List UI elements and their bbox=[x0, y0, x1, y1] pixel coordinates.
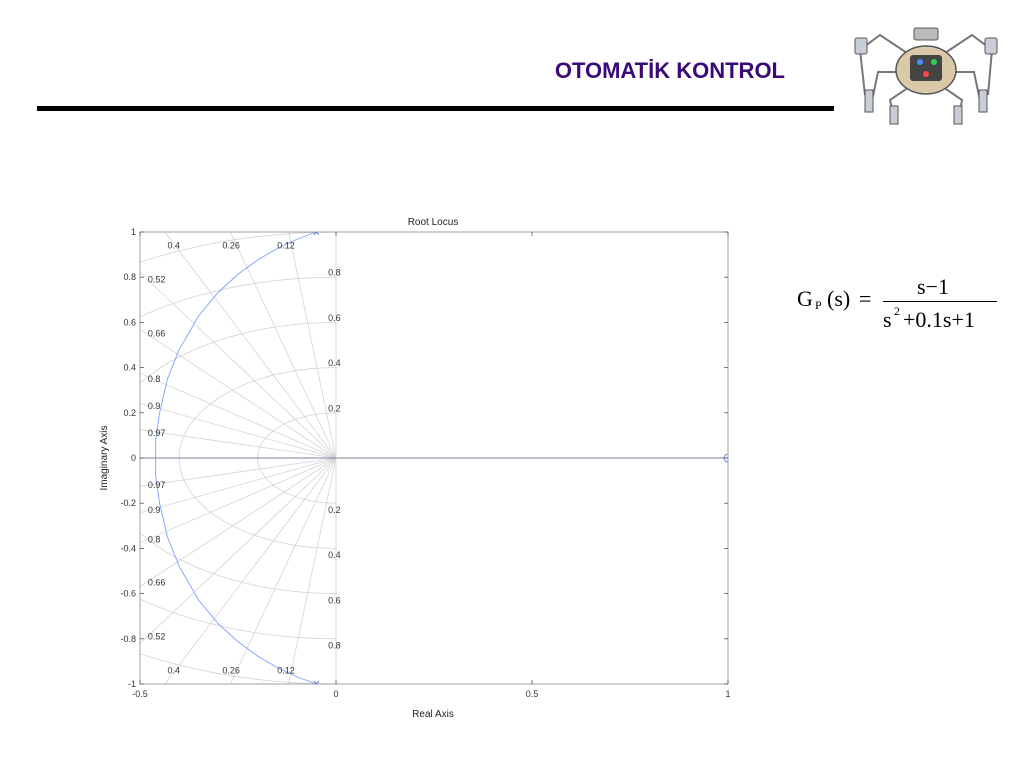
frequency-label: 0.8 bbox=[328, 640, 341, 651]
damping-label: 0.66 bbox=[147, 577, 166, 588]
formula-denominator-s: s bbox=[883, 307, 892, 332]
x-tick-label: 0 bbox=[333, 689, 339, 699]
damping-label: 0.8 bbox=[147, 534, 161, 545]
damping-grid-line bbox=[242, 458, 339, 768]
frequency-label: 0.6 bbox=[328, 312, 341, 323]
frequency-label: 0.4 bbox=[328, 550, 341, 561]
x-tick-label: 0.5 bbox=[525, 689, 539, 699]
locus-branch bbox=[156, 232, 317, 458]
frequency-label: 0.4 bbox=[328, 358, 341, 369]
damping-grid-line bbox=[0, 261, 336, 458]
formula-denominator-rest: +0.1s+1 bbox=[903, 307, 975, 332]
hexapod-robot-icon bbox=[850, 10, 1002, 125]
y-tick-label: -0.8 bbox=[120, 633, 136, 644]
title-divider bbox=[37, 106, 834, 111]
damping-grid-line bbox=[0, 187, 336, 458]
y-tick-label: -0.2 bbox=[120, 498, 136, 509]
y-axis-label: Imaginary Axis bbox=[99, 425, 110, 491]
y-tick-label: 0.8 bbox=[123, 272, 136, 283]
damping-grid-line bbox=[22, 458, 339, 768]
damping-label: 0.97 bbox=[147, 428, 166, 439]
damping-label: 0.4 bbox=[167, 240, 180, 251]
y-tick-label: 0.4 bbox=[123, 362, 136, 373]
transfer-function-formula bbox=[795, 270, 1005, 340]
formula-lhs-subscript: P bbox=[815, 298, 822, 312]
x-tick-label: -0.5 bbox=[132, 689, 148, 699]
frequency-label: 0.2 bbox=[328, 403, 341, 414]
damping-grid-line bbox=[0, 458, 336, 655]
formula-equals: = bbox=[859, 286, 872, 311]
damping-label: 0.9 bbox=[147, 504, 161, 515]
damping-label: 0.97 bbox=[147, 480, 166, 491]
formula-lhs-symbol: G bbox=[797, 286, 813, 311]
damping-grid-line bbox=[0, 458, 336, 568]
damping-label: 0.12 bbox=[277, 240, 295, 251]
y-tick-label: 0 bbox=[130, 453, 136, 463]
formula-denominator-exp: 2 bbox=[894, 304, 900, 318]
damping-grid-line bbox=[0, 72, 336, 458]
damping-label: 0.4 bbox=[167, 665, 180, 676]
damping-label: 0.26 bbox=[222, 240, 240, 251]
formula-numerator: s−1 bbox=[917, 274, 949, 299]
y-tick-label: 0.2 bbox=[123, 407, 136, 418]
chart-axes bbox=[120, 227, 730, 699]
y-tick-label: -1 bbox=[127, 679, 136, 689]
damping-grid-line bbox=[132, 458, 339, 768]
sgrid bbox=[0, 9, 731, 768]
root-locus-chart bbox=[90, 205, 750, 725]
damping-label: 0.26 bbox=[222, 665, 240, 676]
damping-grid-line bbox=[0, 348, 336, 458]
damping-grid-line bbox=[0, 118, 336, 458]
chart-title: Root Locus bbox=[407, 217, 459, 228]
damping-label: 0.52 bbox=[147, 274, 166, 285]
damping-label: 0.12 bbox=[277, 665, 295, 676]
damping-label: 0.8 bbox=[147, 373, 161, 384]
formula-lhs-arg: (s) bbox=[827, 286, 851, 311]
frequency-label: 0.6 bbox=[328, 595, 341, 606]
locus-branch bbox=[156, 458, 317, 684]
y-tick-label: -0.6 bbox=[120, 588, 136, 599]
y-tick-label: 0.6 bbox=[123, 317, 136, 328]
slide-title: OTOMATİK KONTROL bbox=[554, 58, 785, 83]
y-tick-label: 1 bbox=[130, 227, 136, 237]
damping-label: 0.52 bbox=[147, 631, 166, 642]
damping-label: 0.9 bbox=[147, 401, 161, 412]
frequency-label: 0.2 bbox=[328, 504, 341, 515]
x-tick-label: 1 bbox=[725, 689, 731, 699]
x-axis-label: Real Axis bbox=[412, 709, 454, 720]
formula-fraction-bar bbox=[883, 301, 997, 302]
frequency-label: 0.8 bbox=[328, 267, 341, 278]
damping-label: 0.66 bbox=[147, 328, 166, 339]
damping-grid-line bbox=[0, 458, 339, 729]
y-tick-label: -0.4 bbox=[120, 543, 136, 554]
